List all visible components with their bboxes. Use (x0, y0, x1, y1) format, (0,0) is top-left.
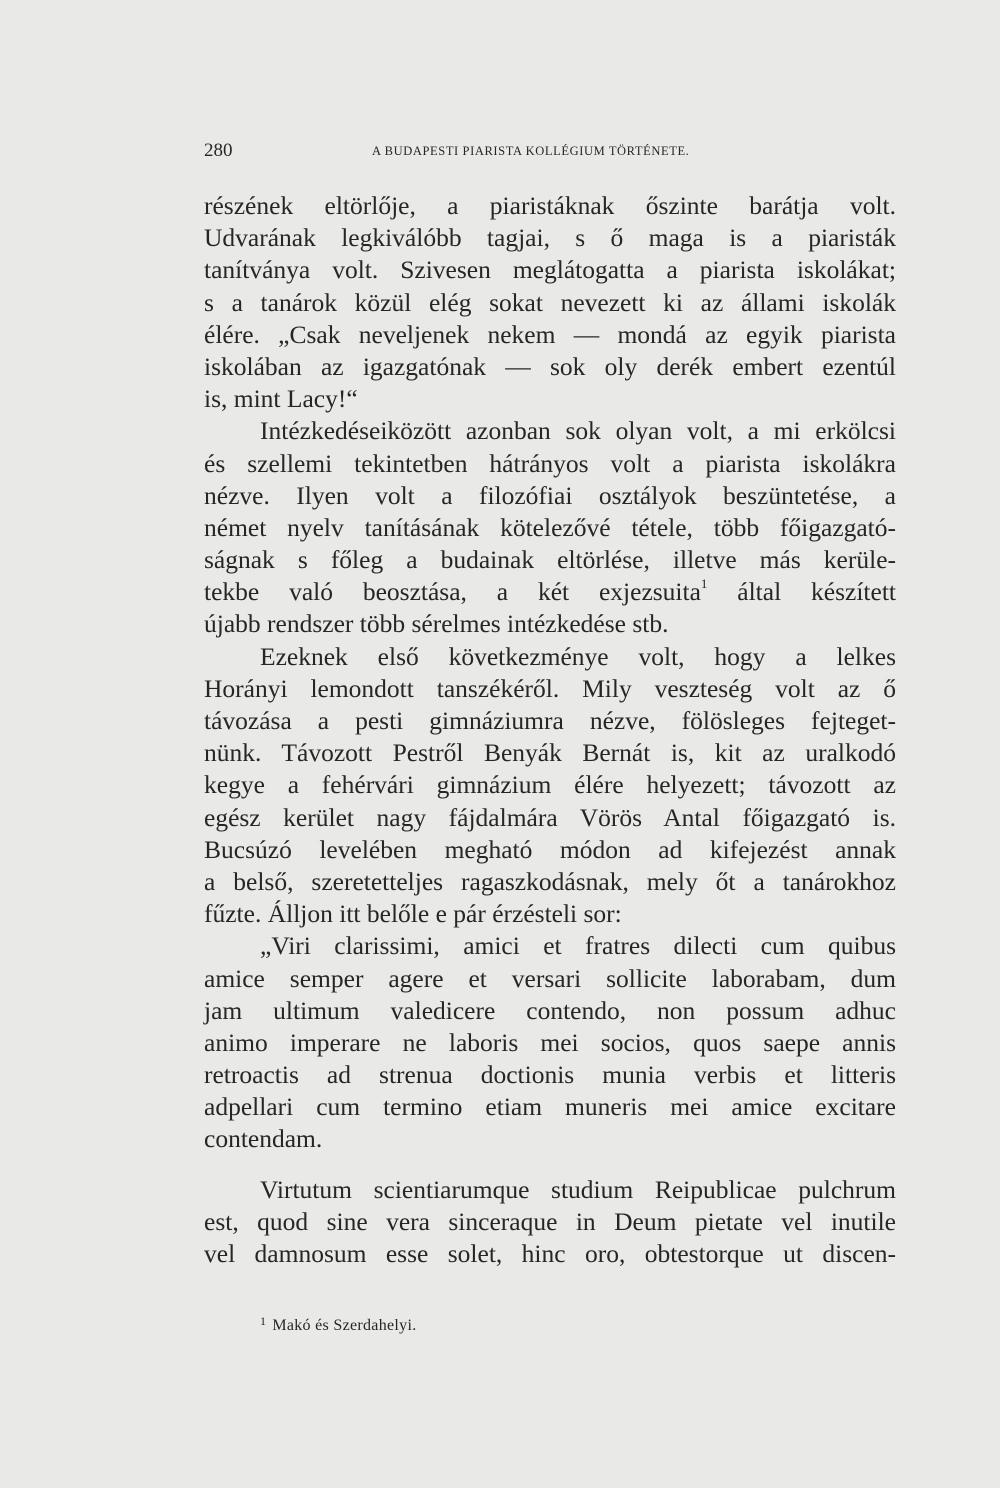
text-line-with-footnote (204, 576, 896, 608)
text-segment: által készített (737, 577, 896, 607)
text-segment: tekbe való beosztása, a két exjezsuita (204, 577, 701, 607)
text-line: tanítványa volt. Szivesen meglátogatta a piarista iskolákat; (204, 255, 896, 285)
text-line: a belső, szeretetteljes ragaszkodásnak, mely őt a tanárokhoz (204, 866, 896, 896)
text-line: contendam. (204, 1124, 323, 1154)
footnote-text: Makó és Szerdahelyi. (272, 1317, 417, 1334)
text-line: animo imperare ne laboris mei socios, quos saepe annis (204, 1027, 896, 1057)
text-line: Udvarának legkiválóbb tagjai, s ő maga is a piaristák (204, 223, 896, 253)
text-line: Bucsúzó levelében megható módon ad kifejezést annak (204, 834, 896, 864)
text-line: jam ultimum valedicere contendo, non possum adhuc (204, 995, 896, 1025)
text-line: fűzte. Álljon itt belőle e pár érzésteli sor: (204, 899, 622, 929)
text-line: részének eltörlője, a piaristáknak őszinte barátja volt. (204, 191, 896, 220)
page-number: 280 (204, 140, 233, 161)
text-line: s a tanárok közül elég sokat nevezett ki az állami iskolák (204, 287, 896, 317)
body-text (204, 190, 896, 1270)
text-line: amice semper agere et versari sollicite laborabam, dum (204, 963, 896, 993)
text-line: „Viri clarissimi, amici et fratres dilecti cum quibus (260, 931, 896, 961)
text-line: újabb rendszer több sérelmes intézkedése stb. (204, 609, 669, 639)
text-line: nézve. Ilyen volt a filozófiai osztályok beszüntetése, a (204, 480, 896, 510)
page-header (204, 140, 896, 170)
text-line: iskolában az igazgatónak — sok oly derék embert ezentúl (204, 351, 896, 381)
text-line: retroactis ad strenua doctionis munia verbis et litteris (204, 1060, 896, 1090)
text-line: élére. „Csak neveljenek nekem — mondá az egyik piarista (204, 319, 896, 349)
footnote-reference: 1 (700, 576, 708, 592)
text-line: est, quod sine vera sinceraque in Deum pietate vel inutile (204, 1206, 896, 1236)
text-line: egész kerület nagy fájdalmára Vörös Antal főigazgató is. (204, 802, 896, 832)
paragraph-gap (204, 1156, 896, 1174)
text-line: távozása a pesti gimnáziumra nézve, fölösleges fejteget- (204, 706, 896, 735)
text-line: német nyelv tanításának kötelezővé tétele, több főigazgató- (204, 512, 896, 542)
text-line: Intézkedéseiközött azonban sok olyan volt, a mi erkölcsi (260, 416, 896, 446)
text-line: és szellemi tekintetben hátrányos volt a piarista iskolákra (204, 448, 896, 478)
text-line: Virtutum scientiarumque studium Reipublicae pulchrum (260, 1174, 896, 1204)
text-line: nünk. Távozott Pestről Benyák Bernát is, kit az uralkodó (204, 738, 896, 768)
text-line: adpellari cum termino etiam muneris mei amice excitare (204, 1092, 896, 1122)
text-line: vel damnosum esse solet, hinc oro, obtestorque ut discen- (204, 1239, 896, 1268)
running-head: A BUDAPESTI PIARISTA KOLLÉGIUM TÖRTÉNETE. (372, 144, 690, 158)
text-line: is, mint Lacy!“ (204, 384, 358, 414)
footnote (260, 1314, 417, 1335)
text-line: Ezeknek első következménye volt, hogy a lelkes (260, 641, 896, 671)
text-line: Horányi lemondott tanszékéről. Mily veszteség volt az ő (204, 673, 896, 703)
text-line: ságnak s főleg a budainak eltörlése, illetve más kerüle- (204, 545, 896, 575)
text-line: kegye a fehérvári gimnázium élére helyezett; távozott az (204, 770, 896, 800)
footnote-mark: 1 (260, 1314, 267, 1328)
